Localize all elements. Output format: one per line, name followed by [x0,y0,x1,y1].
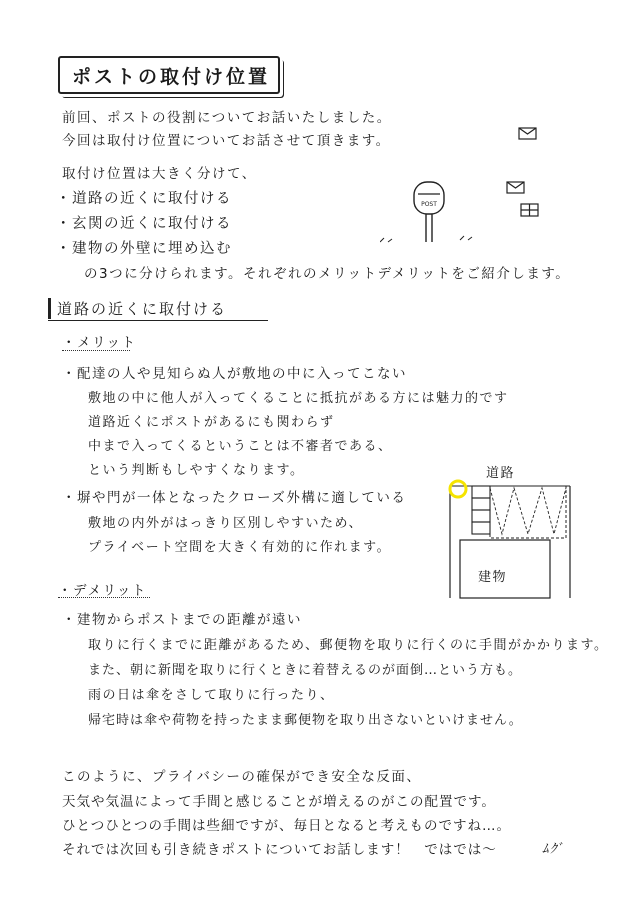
page-title: ポストの取付け位置 [72,66,271,88]
intro-line-2: 今回は取付け位置についてお話させて頂きます。 [62,133,391,149]
merit-line: 敷地の中に他人が入ってくることに抵抗がある方には魅力的です [88,391,509,406]
demerit-line: 取りに行くまでに距離があるため、郵便物を取りに行くのに手間がかかります。 [88,638,609,653]
merit-line: 敷地の内外がはっきり区別しやすいため、 [88,516,363,531]
merit-line: プライベート空間を大きく有効的に作れます。 [88,540,392,555]
signoff: ﾑｸﾞ [542,842,565,857]
section-underline [48,320,268,321]
closing-line: このように、プライバシーの確保ができ安全な反面、 [62,769,422,785]
site-diagram [446,476,574,600]
merit-heading: ・メリット [62,335,137,351]
closing-line: それでは次回も引き続きポストについてお話します！ ではでは～ [62,842,497,858]
demerit-heading: ・デメリット [58,583,147,599]
parcel-icon [520,203,540,218]
merit-line: という判断もしやすくなります。 [88,463,305,478]
postbox-icon [380,180,490,250]
merit-line: 道路近くにポストがあるにも関わらず [88,415,335,430]
postbox-label: POST [421,201,437,208]
demerit-line: ・建物からポストまでの距離が遠い [62,612,302,628]
envelope-icon [518,127,538,141]
intro-line-1: 前回、ポストの役割についてお話いたしました。 [62,110,392,126]
merit-line: ・配達の人や見知らぬ人が敷地の中に入ってこない [62,366,407,382]
demerit-line: 帰宅時は傘や荷物を持ったまま郵便物を取り出さないといけません。 [88,713,523,728]
demerit-line: また、朝に新聞を取りに行くときに着替えるのが面倒…という方も。 [88,663,523,678]
building-label: 建物 [478,570,508,585]
category-item: ・玄関の近くに取付ける [56,216,232,232]
post-position-marker [450,481,466,497]
closing-line: 天気や気温によって手間と感じることが増えるのがこの配置です。 [62,794,496,810]
categories-intro: 取付け位置は大きく分けて、 [62,166,257,182]
merit-underline [62,350,130,351]
closing-line: ひとつひとつの手間は些細ですが、毎日となると考えものですね…。 [62,818,511,834]
merit-line: ・塀や門が一体となったクローズ外構に適している [62,490,407,506]
road-label: 道路 [486,466,516,481]
merit-line: 中まで入ってくるということは不審者である、 [88,439,393,454]
category-item: ・建物の外壁に埋め込む [56,241,232,257]
category-item: ・道路の近くに取付ける [56,191,232,207]
categories-outro: の3つに分けられます。それぞれのメリットデメリットをご紹介します。 [84,266,571,282]
section-heading: 道路の近くに取付ける [48,298,227,319]
demerit-underline [58,597,150,598]
demerit-line: 雨の日は傘をさして取りに行ったり、 [88,688,335,703]
envelope-icon [506,181,526,195]
